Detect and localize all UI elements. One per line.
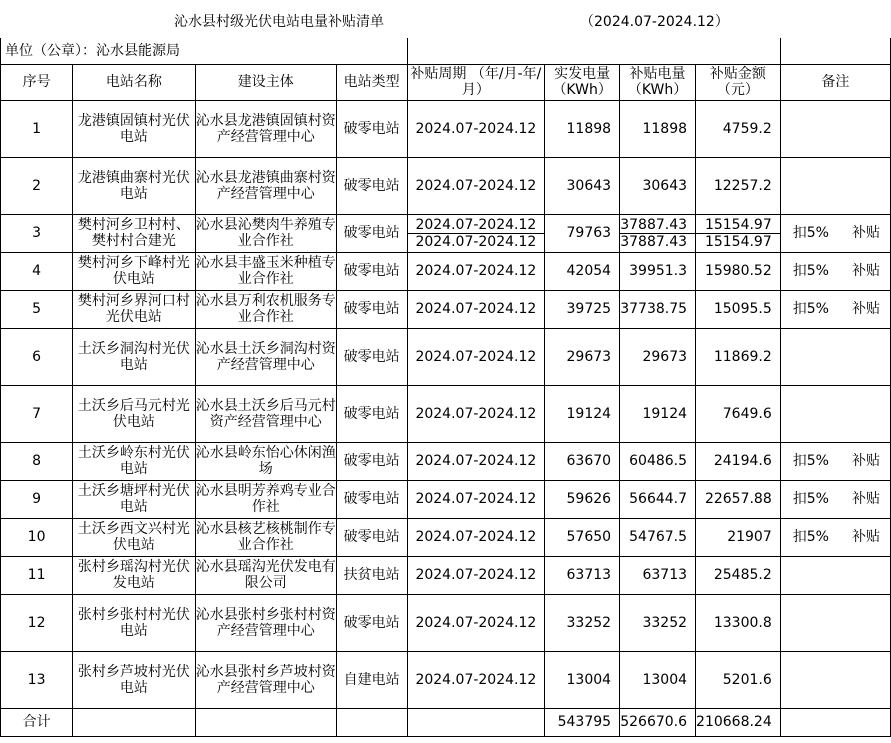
cycle-value: 2024.07-2024.12	[415, 216, 537, 233]
cycle-value: 2024.07-2024.12	[407, 328, 545, 385]
subsidy-kwh: 37887.43	[620, 233, 688, 250]
header-remark: 备注	[780, 64, 890, 100]
remark-subsidy: 补贴	[852, 529, 880, 545]
row-seq: 13	[1, 651, 73, 708]
owner-name: 沁水县沁樊肉牛养殖专业合作社	[195, 214, 336, 252]
row-seq: 6	[1, 328, 73, 385]
subsidy-kwh: 13004	[620, 651, 696, 708]
subsidy-kwh: 11898	[620, 100, 696, 157]
table-row	[1, 518, 891, 556]
remark-cell	[780, 252, 890, 290]
station-type: 自建电站	[336, 651, 407, 708]
table-row	[1, 214, 891, 252]
title-row	[0, 0, 891, 38]
row-seq: 11	[1, 556, 73, 594]
header-owner: 建设主体	[195, 64, 336, 100]
header-amount: 补贴金额（元）	[696, 64, 781, 100]
actual-kwh: 30643	[545, 157, 620, 214]
subsidy-amount: 11869.2	[696, 328, 781, 385]
remark-subsidy: 补贴	[852, 263, 880, 279]
unit-label: 单位（公章）：沁水县能源局	[1, 38, 408, 64]
remark-cell	[780, 214, 890, 252]
sheet-period: （2024.07-2024.12）	[580, 14, 729, 30]
table-row	[1, 556, 891, 594]
remark-cell	[780, 385, 890, 442]
owner-name: 沁水县核艺核桃制作专业合作社	[195, 518, 336, 556]
table-row	[1, 328, 891, 385]
subsidy-kwh: 30643	[620, 157, 696, 214]
subsidy-amount: 22657.88	[696, 480, 781, 518]
owner-name: 沁水县万利农机服务专业合作社	[195, 290, 336, 328]
cycle-value: 2024.07-2024.12	[407, 385, 545, 442]
station-name: 张村乡芦坡村光伏电站	[73, 651, 196, 708]
subsidy-kwh: 37887.43	[620, 216, 688, 233]
remark-cell	[780, 594, 890, 651]
remark-deduct: 扣5%	[792, 225, 829, 241]
remark-subsidy: 补贴	[852, 453, 880, 469]
owner-name: 沁水县丰盛玉米种植专业合作社	[195, 252, 336, 290]
remark-cell	[780, 480, 890, 518]
actual-kwh: 39725	[545, 290, 620, 328]
table-row	[1, 157, 891, 214]
actual-kwh: 19124	[545, 385, 620, 442]
subsidy-kwh: 56644.7	[620, 480, 696, 518]
subsidy-kwh: 33252	[620, 594, 696, 651]
remark-deduct: 扣5%	[792, 529, 829, 545]
cycle-value: 2024.07-2024.12	[407, 252, 545, 290]
station-type: 破零电站	[336, 385, 407, 442]
cycle-value: 2024.07-2024.12	[407, 100, 545, 157]
remark-subsidy: 补贴	[852, 301, 880, 317]
cycle-value: 2024.07-2024.12	[407, 157, 545, 214]
table-row	[1, 480, 891, 518]
actual-kwh: 63713	[545, 556, 620, 594]
cycle-value: 2024.07-2024.12	[407, 290, 545, 328]
header-name: 电站名称	[73, 64, 196, 100]
subsidy-kwh: 19124	[620, 385, 696, 442]
actual-kwh: 13004	[545, 651, 620, 708]
cycle-value: 2024.07-2024.12	[407, 594, 545, 651]
row-seq: 12	[1, 594, 73, 651]
remark-cell	[780, 442, 890, 480]
remark-deduct: 扣5%	[792, 301, 829, 317]
remark-cell	[780, 518, 890, 556]
subsidy-amount: 4759.2	[696, 100, 781, 157]
total-row	[1, 708, 891, 736]
remark-cell	[780, 556, 890, 594]
station-type: 破零电站	[336, 518, 407, 556]
actual-kwh: 29673	[545, 328, 620, 385]
station-name: 土沃乡后马元村光伏电站	[73, 385, 196, 442]
remark-cell	[780, 328, 890, 385]
row-seq: 5	[1, 290, 73, 328]
total-amount: 210668.24	[696, 708, 781, 736]
cycle-value: 2024.07-2024.12	[407, 518, 545, 556]
header-row	[1, 64, 891, 100]
station-name: 樊村河乡下峰村光伏电站	[73, 252, 196, 290]
row-seq: 4	[1, 252, 73, 290]
cycle-value: 2024.07-2024.12	[407, 651, 545, 708]
remark-deduct: 扣5%	[792, 263, 829, 279]
station-name: 土沃乡塘坪村光伏电站	[73, 480, 196, 518]
subsidy-amount: 15095.5	[696, 290, 781, 328]
station-name: 龙港镇曲寨村光伏电站	[73, 157, 196, 214]
remark-subsidy: 补贴	[852, 225, 880, 241]
row-seq: 7	[1, 385, 73, 442]
cycle-value: 2024.07-2024.12	[407, 480, 545, 518]
remark-cell	[780, 100, 890, 157]
remark-deduct: 扣5%	[792, 491, 829, 507]
station-name: 土沃乡西文兴村光伏电站	[73, 518, 196, 556]
header-cycle: 补贴周期 （年/月-年/月）	[407, 64, 545, 100]
station-name: 土沃乡洞沟村光伏电站	[73, 328, 196, 385]
remark-subsidy: 补贴	[852, 491, 880, 507]
cycle-value: 2024.07-2024.12	[407, 556, 545, 594]
owner-name: 沁水县龙港镇曲寨村资产经营管理中心	[195, 157, 336, 214]
owner-name: 沁水县明芳养鸡专业合作社	[195, 480, 336, 518]
subsidy-kwh: 29673	[620, 328, 696, 385]
owner-name: 沁水县土沃乡后马元村资产经营管理中心	[195, 385, 336, 442]
subsidy-amount: 15154.97	[704, 216, 772, 233]
subsidy-kwh: 39951.3	[620, 252, 696, 290]
sheet-title: 沁水县村级光伏电站电量补贴清单	[174, 14, 384, 30]
station-type: 破零电站	[336, 480, 407, 518]
unit-row	[1, 38, 891, 64]
actual-kwh: 63670	[545, 442, 620, 480]
owner-name: 沁水县张村乡张村村资产经营管理中心	[195, 594, 336, 651]
station-type: 破零电站	[336, 328, 407, 385]
subsidy-kwh: 54767.5	[620, 518, 696, 556]
station-type: 破零电站	[336, 252, 407, 290]
subsidy-amount: 7649.6	[696, 385, 781, 442]
subsidy-amount: 24194.6	[696, 442, 781, 480]
subsidy-amount: 15980.52	[696, 252, 781, 290]
actual-kwh: 11898	[545, 100, 620, 157]
actual-kwh: 33252	[545, 594, 620, 651]
station-type: 扶贫电站	[336, 556, 407, 594]
actual-kwh: 57650	[545, 518, 620, 556]
subsidy-kwh: 60486.5	[620, 442, 696, 480]
subsidy-kwh: 37738.75	[620, 290, 696, 328]
header-type: 电站类型	[336, 64, 407, 100]
total-kwh: 526670.6	[620, 708, 696, 736]
table-row	[1, 290, 891, 328]
remark-deduct: 扣5%	[792, 453, 829, 469]
row-seq: 3	[1, 214, 73, 252]
table-row	[1, 651, 891, 708]
station-type: 破零电站	[336, 214, 407, 252]
header-actual: 实发电量（KWh）	[545, 64, 620, 100]
row-seq: 2	[1, 157, 73, 214]
total-label: 合计	[1, 708, 73, 736]
remark-cell	[780, 290, 890, 328]
actual-kwh: 79763	[545, 214, 620, 252]
owner-name: 沁水县土沃乡洞沟村资产经营管理中心	[195, 328, 336, 385]
owner-name: 沁水县瑶沟光伏发电有限公司	[195, 556, 336, 594]
remark-cell	[780, 157, 890, 214]
owner-name: 沁水县岭东怡心休闲渔场	[195, 442, 336, 480]
table-row	[1, 100, 891, 157]
row-seq: 9	[1, 480, 73, 518]
row-seq: 8	[1, 442, 73, 480]
station-type: 破零电站	[336, 594, 407, 651]
actual-kwh: 42054	[545, 252, 620, 290]
cycle-value: 2024.07-2024.12	[407, 442, 545, 480]
station-type: 破零电站	[336, 100, 407, 157]
subsidy-amount: 25485.2	[696, 556, 781, 594]
subsidy-amount: 21907	[696, 518, 781, 556]
station-type: 破零电站	[336, 290, 407, 328]
station-type: 破零电站	[336, 442, 407, 480]
actual-kwh: 59626	[545, 480, 620, 518]
table-row	[1, 252, 891, 290]
station-name: 樊村河乡界河口村光伏电站	[73, 290, 196, 328]
subsidy-amount: 13300.8	[696, 594, 781, 651]
remark-cell	[780, 651, 890, 708]
table-row	[1, 594, 891, 651]
owner-name: 沁水县龙港镇固镇村资产经营管理中心	[195, 100, 336, 157]
subsidy-kwh: 63713	[620, 556, 696, 594]
station-name: 土沃乡岭东村光伏电站	[73, 442, 196, 480]
total-actual: 543795	[545, 708, 620, 736]
station-name: 樊村河乡卫村村、樊村村合建光	[73, 214, 196, 252]
subsidy-amount: 15154.97	[704, 233, 772, 250]
header-seq: 序号	[1, 64, 73, 100]
station-type: 破零电站	[336, 157, 407, 214]
subsidy-table	[0, 38, 891, 737]
station-name: 龙港镇固镇村光伏电站	[73, 100, 196, 157]
row-seq: 1	[1, 100, 73, 157]
row-seq: 10	[1, 518, 73, 556]
subsidy-amount: 12257.2	[696, 157, 781, 214]
owner-name: 沁水县张村乡芦坡村资产经营管理中心	[195, 651, 336, 708]
station-name: 张村乡瑶沟村光伏发电站	[73, 556, 196, 594]
station-name: 张村乡张村村光伏电站	[73, 594, 196, 651]
cycle-value: 2024.07-2024.12	[415, 233, 537, 250]
table-row	[1, 442, 891, 480]
header-subsidy-kwh: 补贴电量（KWh）	[620, 64, 696, 100]
table-row	[1, 385, 891, 442]
subsidy-amount: 5201.6	[696, 651, 781, 708]
